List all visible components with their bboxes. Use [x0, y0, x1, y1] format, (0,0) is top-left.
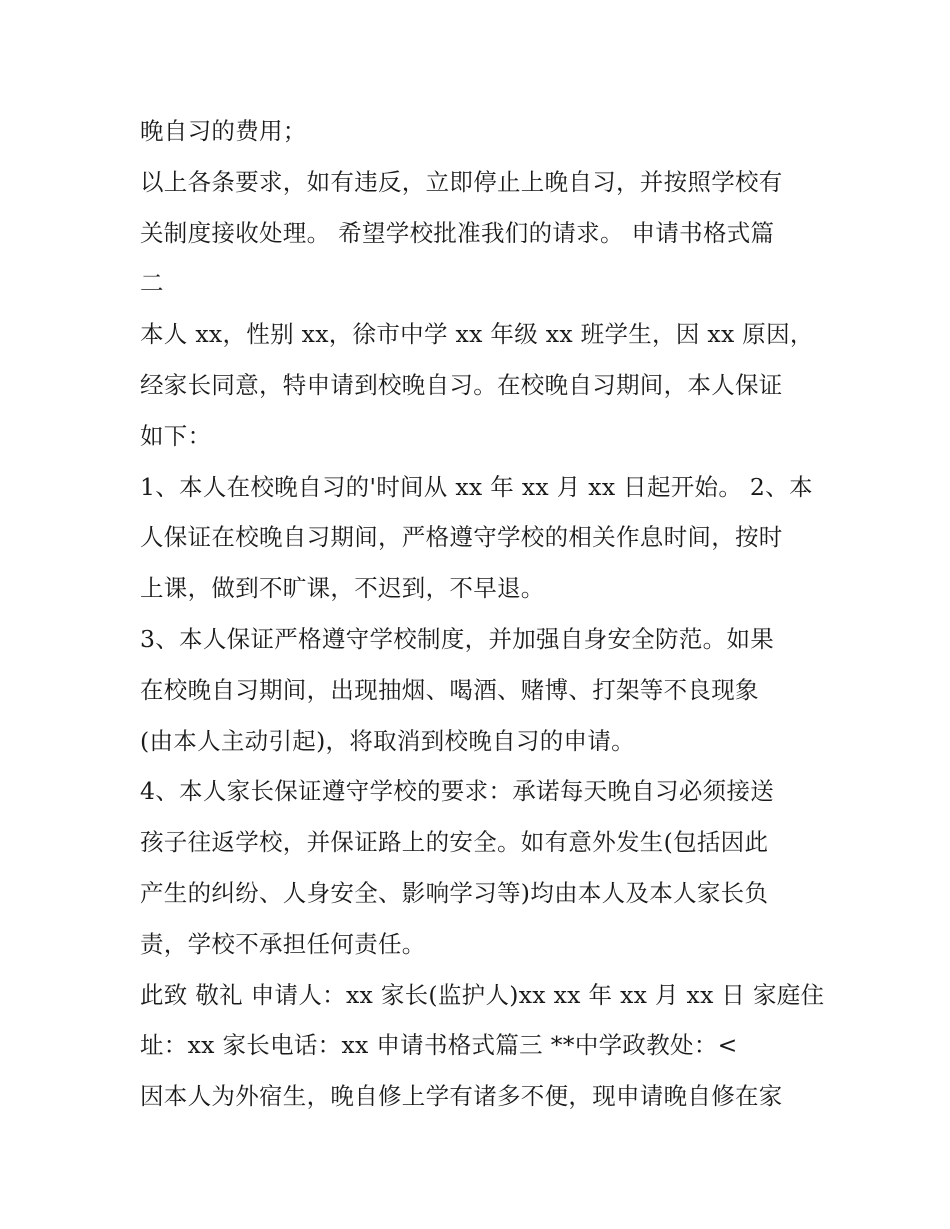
text-line: 4、本人家长保证遵守学校的要求：承诺每天晚自习必须接送 [140, 777, 775, 806]
text-line: 因本人为外宿生，晚自修上学有诸多不便，现申请晚自修在家 [140, 1082, 783, 1111]
text-line: 人保证在校晚自习期间，严格遵守学校的相关作息时间，按时 [140, 523, 783, 552]
text-line: 此致 敬礼 申请人：xx 家长(监护人)xx xx 年 xx 月 xx 日 家庭住 [140, 980, 825, 1009]
text-line: 晚自习的费用； [140, 117, 307, 145]
text-line: 责，学校不承担任何责任。 [140, 929, 426, 958]
text-line: (由本人主动引起)，将取消到校晚自习的申请。 [140, 726, 635, 755]
text-line: 关制度接收处理。 希望学校批准我们的请求。 申请书格式篇 [140, 218, 775, 247]
text-line: 经家长同意，特申请到校晚自习。在校晚自习期间，本人保证 [140, 370, 783, 399]
text-line: 本人 xx，性别 xx，徐市中学 xx 年级 xx 班学生，因 xx 原因， [140, 320, 814, 349]
text-line: 3、本人保证严格遵守学校制度，并加强自身安全防范。如果 [140, 624, 775, 653]
text-line: 在校晚自习期间，出现抽烟、喝酒、赌博、打架等不良现象 [140, 675, 759, 704]
text-line: 以上各条要求，如有违反，立即停止上晚自习，并按照学校有 [140, 167, 783, 196]
text-line: 孩子往返学校，并保证路上的安全。如有意外发生(包括因此 [140, 828, 769, 857]
document-body [140, 106, 830, 1122]
text-line: 二 [140, 269, 164, 298]
text-line: 如下： [140, 421, 212, 450]
text-line: 址：xx 家长电话：xx 申请书格式篇三 **中学政教处：< [140, 1031, 738, 1060]
text-line: 上课，做到不旷课，不迟到，不早退。 [140, 574, 545, 603]
text-line: 1、本人在校晚自习的'时间从 xx 年 xx 月 xx 日起开始。 2、本 [140, 472, 813, 501]
text-line: 产生的纠纷、人身安全、影响学习等)均由本人及本人家长负 [140, 878, 769, 907]
